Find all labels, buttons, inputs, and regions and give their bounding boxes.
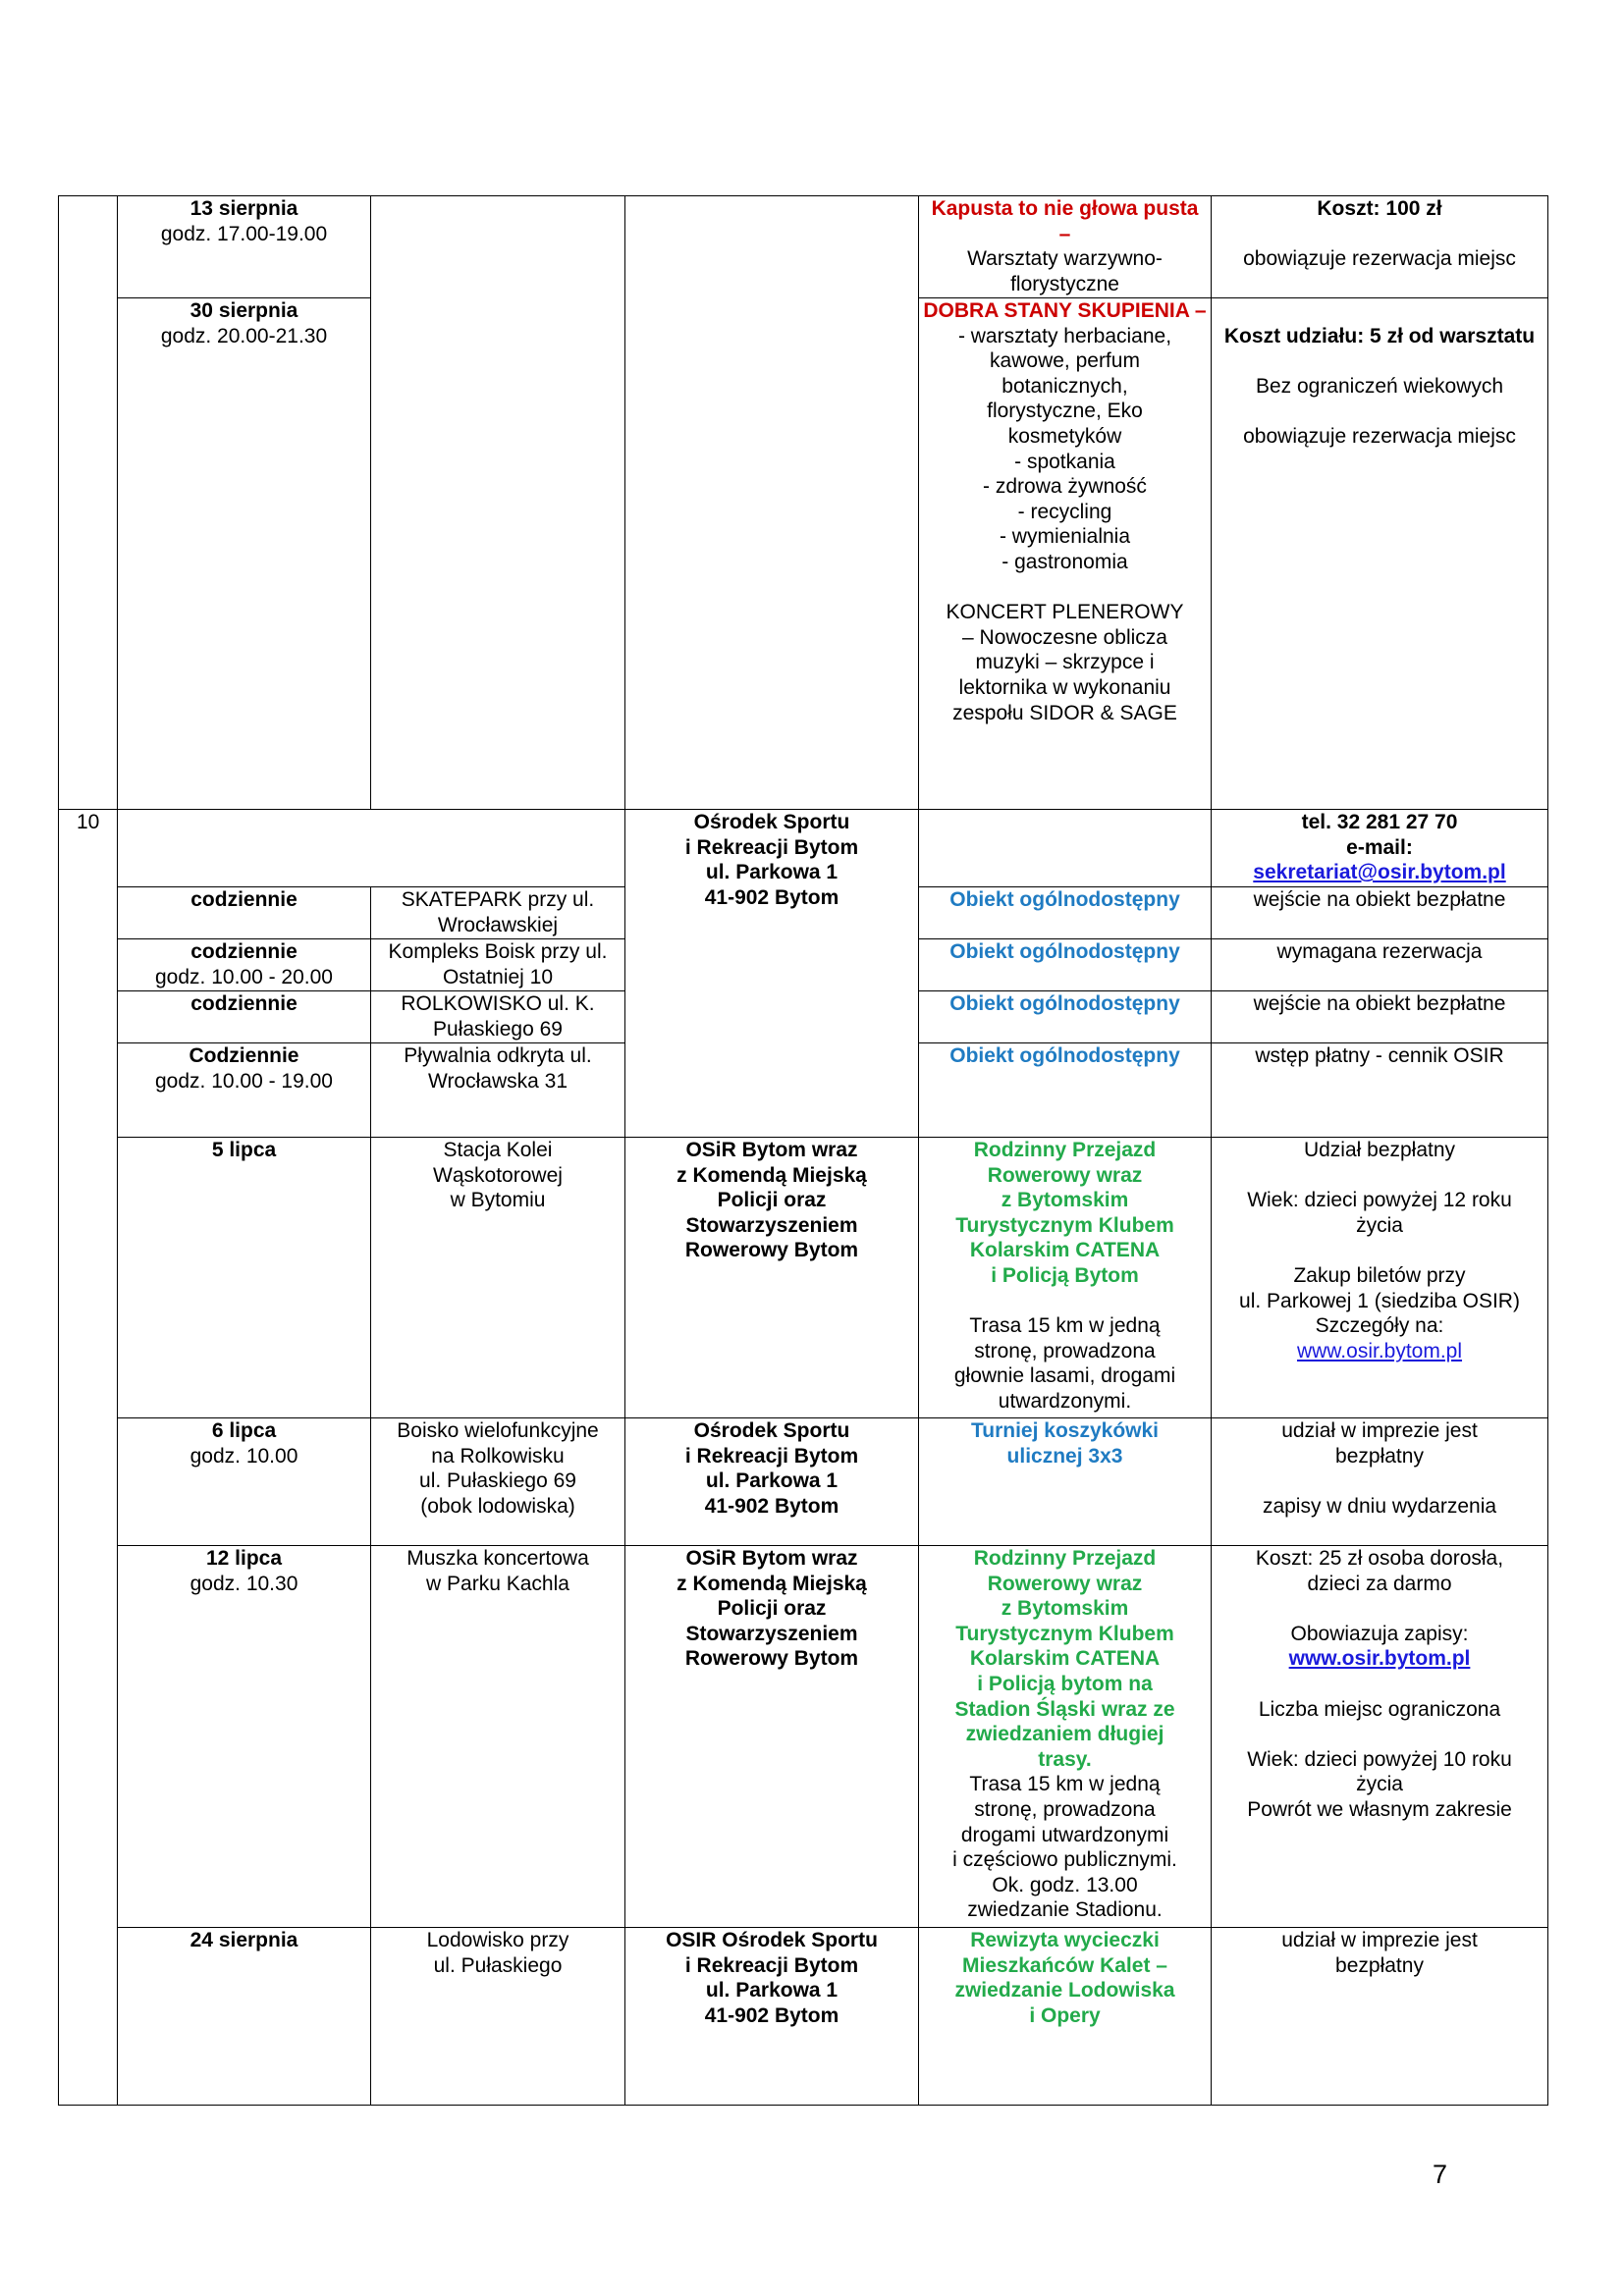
date-cell: 6 lipca godz. 10.00 — [118, 1418, 371, 1546]
event-cell: Obiekt ogólnodostępny — [919, 939, 1212, 991]
table-row — [59, 1418, 1548, 1546]
place-cell: ROLKOWISKO ul. K. Pułaskiego 69 — [371, 991, 625, 1043]
contact-cell: tel. 32 281 27 70 e-mail: sekretariat@osir.bytom.pl — [1212, 810, 1548, 887]
empty-cell — [118, 810, 625, 887]
events-table — [58, 195, 1548, 2106]
table-row — [59, 810, 1548, 887]
website-link[interactable]: www.osir.bytom.pl — [1288, 1647, 1471, 1671]
info-cell: wejście na obiekt bezpłatne — [1212, 991, 1548, 1043]
date-cell: Codziennie godz. 10.00 - 19.00 — [118, 1043, 371, 1138]
info-cell: Koszt: 25 zł osoba dorosła, dzieci za darmo Obowiazuja zapisy: www.osir.bytom.pl Liczba miejsc ograniczona Wiek: dzieci powyżej 10 roku życia Powrót we własnym zakresie — [1212, 1546, 1548, 1928]
event-cell: Rodzinny Przejazd Rowerowy wraz z Bytomskim Turystycznym Klubem Kolarskim CATENA i Policją bytom na Stadion Śląski wraz ze zwiedzaniem długiej trasy. Trasa 15 km w jedną stronę, prowadzona drogami utwardzonymi i częściowo publicznymi. Ok. godz. 13.00 zwiedzanie Stadionu. — [919, 1546, 1212, 1928]
date-cell: 12 lipca godz. 10.30 — [118, 1546, 371, 1928]
place-cell: SKATEPARK przy ul. Wrocławskiej — [371, 887, 625, 939]
date-cell: codziennie godz. 10.00 - 20.00 — [118, 939, 371, 991]
place-cell: Stacja Kolei Wąskotorowej w Bytomiu — [371, 1138, 625, 1418]
event-cell: DOBRA STANY SKUPIENIA – - warsztaty herbaciane, kawowe, perfum botanicznych, florystyczne, Eko kosmetyków - spotkania - zdrowa żywność - recycling - wymienialnia - gastronomia KONCERT PLENEROWY – Nowoczesne oblicza muzyki – skrzypce i lektornika w wykonaniu zespołu SIDOR & SAGE — [919, 298, 1212, 810]
place-cell: Muszka koncertowa w Parku Kachla — [371, 1546, 625, 1928]
info-cell: Koszt udziału: 5 zł od warsztatu Bez ograniczeń wiekowych obowiązuje rezerwacja miejsc — [1212, 298, 1548, 810]
organizer-cell: OSIR Ośrodek Sportu i Rekreacji Bytom ul. Parkowa 1 41-902 Bytom — [625, 1928, 919, 2106]
table-row — [59, 196, 1548, 298]
info-cell: wymagana rezerwacja — [1212, 939, 1548, 991]
email-link[interactable]: sekretariat@osir.bytom.pl — [1253, 861, 1506, 884]
event-cell: Turniej koszykówki ulicznej 3x3 — [919, 1418, 1212, 1546]
table-row — [59, 1546, 1548, 1928]
organizer-cell: Ośrodek Sportu i Rekreacji Bytom ul. Parkowa 1 41-902 Bytom — [625, 1418, 919, 1546]
website-link[interactable]: www.osir.bytom.pl — [1296, 1339, 1463, 1362]
date-cell: 24 sierpnia — [118, 1928, 371, 2106]
event-cell: Obiekt ogólnodostępny — [919, 887, 1212, 939]
info-cell: Udział bezpłatny Wiek: dzieci powyżej 12 roku życia Zakup biletów przy ul. Parkowej 1 (siedziba OSIR) Szczegóły na: www.osir.bytom.pl — [1212, 1138, 1548, 1418]
date-cell: 30 sierpnia godz. 20.00-21.30 — [118, 298, 371, 810]
date-cell: codziennie — [118, 991, 371, 1043]
organizer-cell — [625, 196, 919, 810]
table-row — [59, 1138, 1548, 1418]
date-cell: 5 lipca — [118, 1138, 371, 1418]
place-cell: Boisko wielofunkcyjne na Rolkowisku ul. Pułaskiego 69 (obok lodowiska) — [371, 1418, 625, 1546]
date-cell: codziennie — [118, 887, 371, 939]
row-number: 10 — [59, 810, 118, 2106]
organizer-cell: OSiR Bytom wraz z Komendą Miejską Policji oraz Stowarzyszeniem Rowerowy Bytom — [625, 1138, 919, 1418]
organizer-cell: OSiR Bytom wraz z Komendą Miejską Policji oraz Stowarzyszeniem Rowerowy Bytom — [625, 1546, 919, 1928]
table-row — [59, 1928, 1548, 2106]
event-cell: Obiekt ogólnodostępny — [919, 1043, 1212, 1138]
page-number: 7 — [1433, 2160, 1448, 2189]
info-cell: udział w imprezie jest bezpłatny — [1212, 1928, 1548, 2106]
info-cell: wejście na obiekt bezpłatne — [1212, 887, 1548, 939]
date-cell: 13 sierpnia godz. 17.00-19.00 — [118, 196, 371, 298]
place-cell — [371, 196, 625, 810]
event-cell: Obiekt ogólnodostępny — [919, 991, 1212, 1043]
place-cell: Pływalnia odkryta ul. Wrocławska 31 — [371, 1043, 625, 1138]
event-cell: Rodzinny Przejazd Rowerowy wraz z Bytomskim Turystycznym Klubem Kolarskim CATENA i Policją Bytom Trasa 15 km w jedną stronę, prowadzona głownie lasami, drogami utwardzonymi. — [919, 1138, 1212, 1418]
info-cell: Koszt: 100 zł obowiązuje rezerwacja miejsc — [1212, 196, 1548, 298]
event-cell: Kapusta to nie głowa pusta – Warsztaty warzywno-florystyczne — [919, 196, 1212, 298]
info-cell: wstęp płatny - cennik OSIR — [1212, 1043, 1548, 1138]
place-cell: Lodowisko przy ul. Pułaskiego — [371, 1928, 625, 2106]
organizer-cell: Ośrodek Sportu i Rekreacji Bytom ul. Parkowa 1 41-902 Bytom — [625, 810, 919, 1138]
event-cell — [919, 810, 1212, 887]
event-cell: Rewizyta wycieczki Mieszkańców Kalet – zwiedzanie Lodowiska i Opery — [919, 1928, 1212, 2106]
place-cell: Kompleks Boisk przy ul. Ostatniej 10 — [371, 939, 625, 991]
number-cell — [59, 196, 118, 810]
info-cell: udział w imprezie jest bezpłatny zapisy w dniu wydarzenia — [1212, 1418, 1548, 1546]
